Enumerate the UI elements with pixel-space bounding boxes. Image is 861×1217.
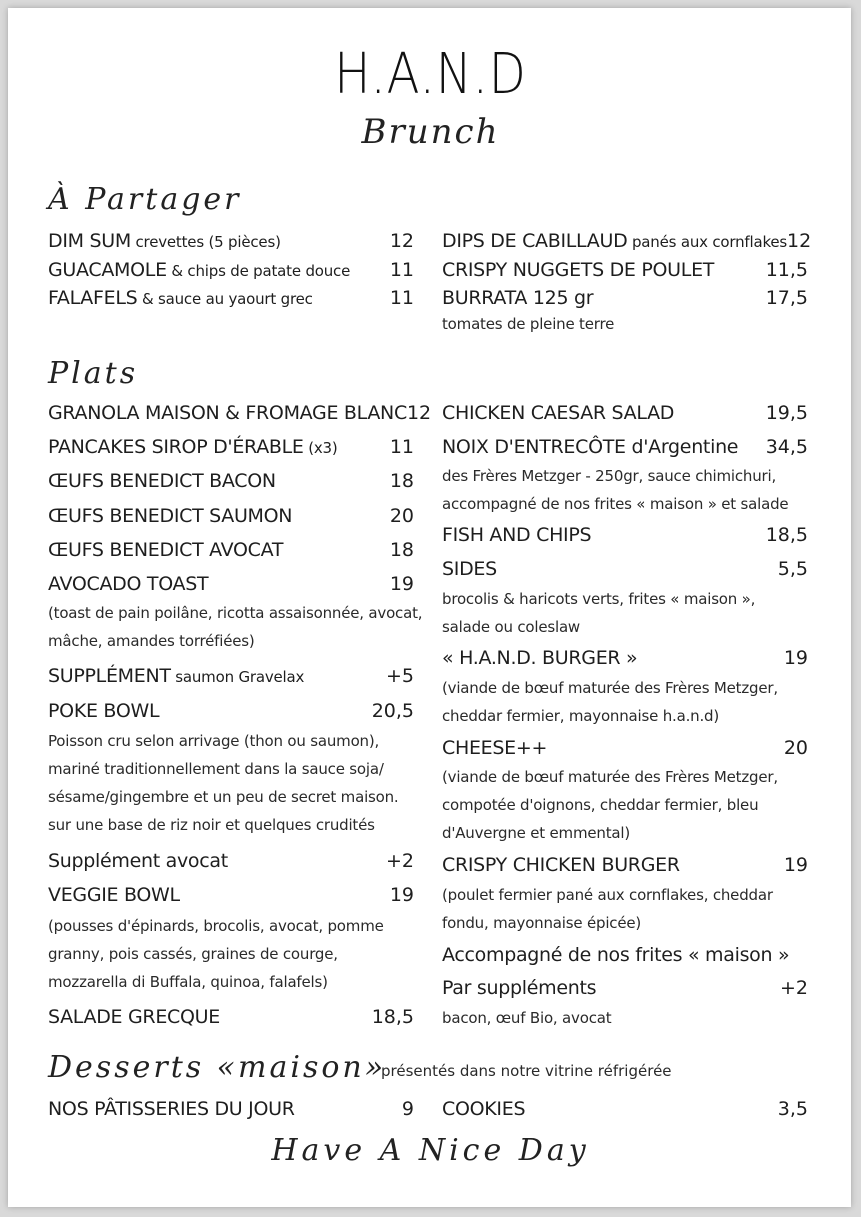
item-name: ŒUFS BENEDICT AVOCAT (48, 539, 284, 561)
item-description (442, 674, 778, 730)
menu-item (442, 854, 808, 876)
item-price: 12 (787, 230, 812, 252)
desc-line: des Frères Metzger - 250gr, sauce chimichuri, (442, 467, 777, 485)
section-title-desserts: Desserts «maison» (48, 1050, 387, 1085)
item-detail: panés aux cornflakes (627, 233, 788, 251)
item-description (442, 585, 755, 641)
desc-line: bacon, œuf Bio, avocat (442, 1009, 612, 1027)
menu-item (48, 700, 414, 722)
menu-item (48, 505, 414, 527)
item-name: Par suppléments (442, 977, 597, 999)
item-name: GUACAMOLE (48, 259, 167, 281)
desc-line: (viande de bœuf maturée des Frères Metzger, (442, 679, 778, 697)
menu-item (48, 850, 414, 872)
item-name: NOIX D'ENTRECÔTE d'Argentine (442, 436, 739, 458)
item-price: 17,5 (765, 287, 808, 309)
menu-item (48, 1098, 414, 1120)
desc-line: mariné traditionnellement dans la sauce soja/ (48, 760, 384, 778)
item-price: 34,5 (765, 436, 808, 458)
desserts-note: présentés dans notre vitrine réfrigérée (381, 1062, 672, 1080)
desc-line: d'Auvergne et emmental) (442, 824, 631, 842)
menu-item (442, 944, 808, 966)
item-detail: saumon Gravelax (170, 668, 305, 686)
item-name: PANCAKES SIROP D'ÉRABLE (48, 436, 304, 458)
item-price: 19 (783, 647, 808, 669)
item-price: 19,5 (765, 402, 808, 424)
desc-line: accompagné de nos frites « maison » et salade (442, 495, 789, 513)
item-description (48, 912, 384, 996)
menu-item (48, 436, 414, 458)
menu-item (48, 573, 414, 595)
menu-item (48, 287, 414, 309)
item-name: CHEESE++ (442, 737, 548, 759)
menu-item (442, 647, 808, 669)
menu-item (48, 230, 414, 252)
item-name: FALAFELS (48, 287, 138, 309)
item-name: CRISPY CHICKEN BURGER (442, 854, 680, 876)
desc-line: (pousses d'épinards, brocolis, avocat, pomme (48, 917, 384, 935)
desc-line: brocolis & haricots verts, frites « maison », (442, 590, 756, 608)
item-name: NOS PÂTISSERIES DU JOUR (48, 1098, 295, 1120)
item-price: 5,5 (777, 558, 808, 580)
item-detail: & sauce au yaourt grec (137, 290, 313, 308)
brand-title: H.A.N.D (334, 42, 527, 107)
item-name: Supplément avocat (48, 850, 228, 872)
item-price: +5 (385, 665, 414, 687)
item-detail: & chips de patate douce (166, 262, 351, 280)
desc-line: compotée d'oignons, cheddar fermier, bleu (442, 796, 759, 814)
item-price: 11 (389, 259, 414, 281)
desc-line: mozzarella di Buffala, quinoa, falafels) (48, 973, 328, 991)
item-name: ŒUFS BENEDICT BACON (48, 470, 276, 492)
item-name: CHICKEN CAESAR SALAD (442, 402, 675, 424)
item-price: 19 (389, 884, 414, 906)
item-name: SIDES (442, 558, 497, 580)
item-price: 3,5 (777, 1098, 808, 1120)
item-name: SALADE GRECQUE (48, 1006, 220, 1028)
item-name: GRANOLA MAISON & FROMAGE BLANC (48, 402, 407, 424)
menu-item (48, 470, 414, 492)
item-price: 20 (389, 505, 414, 527)
menu-item (48, 539, 414, 561)
item-detail: crevettes (5 pièces) (130, 233, 281, 251)
menu-item (442, 402, 808, 424)
footer-tagline: Have A Nice Day (271, 1133, 590, 1168)
desc-line: mâche, amandes torréfiées) (48, 632, 255, 650)
desc-line: (viande de bœuf maturée des Frères Metzger, (442, 768, 778, 786)
menu-item (48, 259, 414, 281)
item-description (442, 462, 788, 518)
item-name: FISH AND CHIPS (442, 524, 592, 546)
item-description (442, 763, 778, 847)
desc-line: Poisson cru selon arrivage (thon ou saumon), (48, 732, 380, 750)
item-name: BURRATA 125 gr (442, 287, 594, 309)
item-description (48, 727, 399, 839)
menu-item (442, 558, 808, 580)
desc-line: (toast de pain poilâne, ricotta assaisonnée, avocat, (48, 604, 423, 622)
item-name: ŒUFS BENEDICT SAUMON (48, 505, 293, 527)
item-price: 20 (783, 737, 808, 759)
item-price: +2 (385, 850, 414, 872)
desc-line: sur une base de riz noir et quelques crudités (48, 816, 375, 834)
item-name: COOKIES (442, 1098, 526, 1120)
menu-item (442, 259, 808, 281)
item-price: 19 (389, 573, 414, 595)
menu-item (442, 524, 808, 546)
menu-item (442, 1098, 808, 1120)
item-name: « H.A.N.D. BURGER » (442, 647, 638, 669)
item-price: 18,5 (765, 524, 808, 546)
item-name: CRISPY NUGGETS DE POULET (442, 259, 715, 281)
item-price: 20,5 (371, 700, 414, 722)
desc-line: salade ou coleslaw (442, 618, 580, 636)
item-price: +2 (779, 977, 808, 999)
item-name: DIPS DE CABILLAUD (442, 230, 628, 252)
section-title-partager: À Partager (48, 182, 242, 217)
menu-item (442, 287, 808, 309)
item-price: 19 (783, 854, 808, 876)
desc-line: (poulet fermier pané aux cornflakes, cheddar (442, 886, 773, 904)
item-name: DIM SUM (48, 230, 131, 252)
brand-subtitle: Brunch (361, 112, 500, 152)
item-detail: (x3) (303, 439, 338, 457)
item-name: AVOCADO TOAST (48, 573, 209, 595)
desc-line: sésame/gingembre et un peu de secret maison. (48, 788, 399, 806)
item-price: 11,5 (765, 259, 808, 281)
item-name: SUPPLÉMENT (48, 665, 171, 687)
item-name: VEGGIE BOWL (48, 884, 180, 906)
menu-item (442, 230, 812, 252)
item-description (48, 599, 422, 655)
item-description (442, 1004, 611, 1032)
item-name: POKE BOWL (48, 700, 160, 722)
menu-item (442, 737, 808, 759)
item-price: 18 (389, 539, 414, 561)
menu-item (48, 1006, 414, 1028)
menu-item (48, 884, 414, 906)
item-price: 18,5 (371, 1006, 414, 1028)
item-name: Accompagné de nos frites « maison » (442, 944, 790, 966)
item-price: 12 (406, 402, 432, 424)
desc-line: granny, pois cassés, graines de courge, (48, 945, 338, 963)
desc-line: fondu, mayonnaise épicée) (442, 914, 642, 932)
item-description (442, 881, 773, 937)
item-price: 18 (389, 470, 414, 492)
section-title-plats: Plats (48, 356, 139, 391)
desc-line: cheddar fermier, mayonnaise h.a.n.d) (442, 707, 720, 725)
item-price: 9 (401, 1098, 414, 1120)
item-price: 12 (389, 230, 414, 252)
menu-item (442, 436, 808, 458)
menu-item (442, 977, 808, 999)
menu-item (48, 665, 414, 687)
item-price: 11 (389, 287, 414, 309)
item-price: 11 (389, 436, 414, 458)
item-description: tomates de pleine terre (442, 315, 615, 333)
menu-item (48, 402, 432, 424)
